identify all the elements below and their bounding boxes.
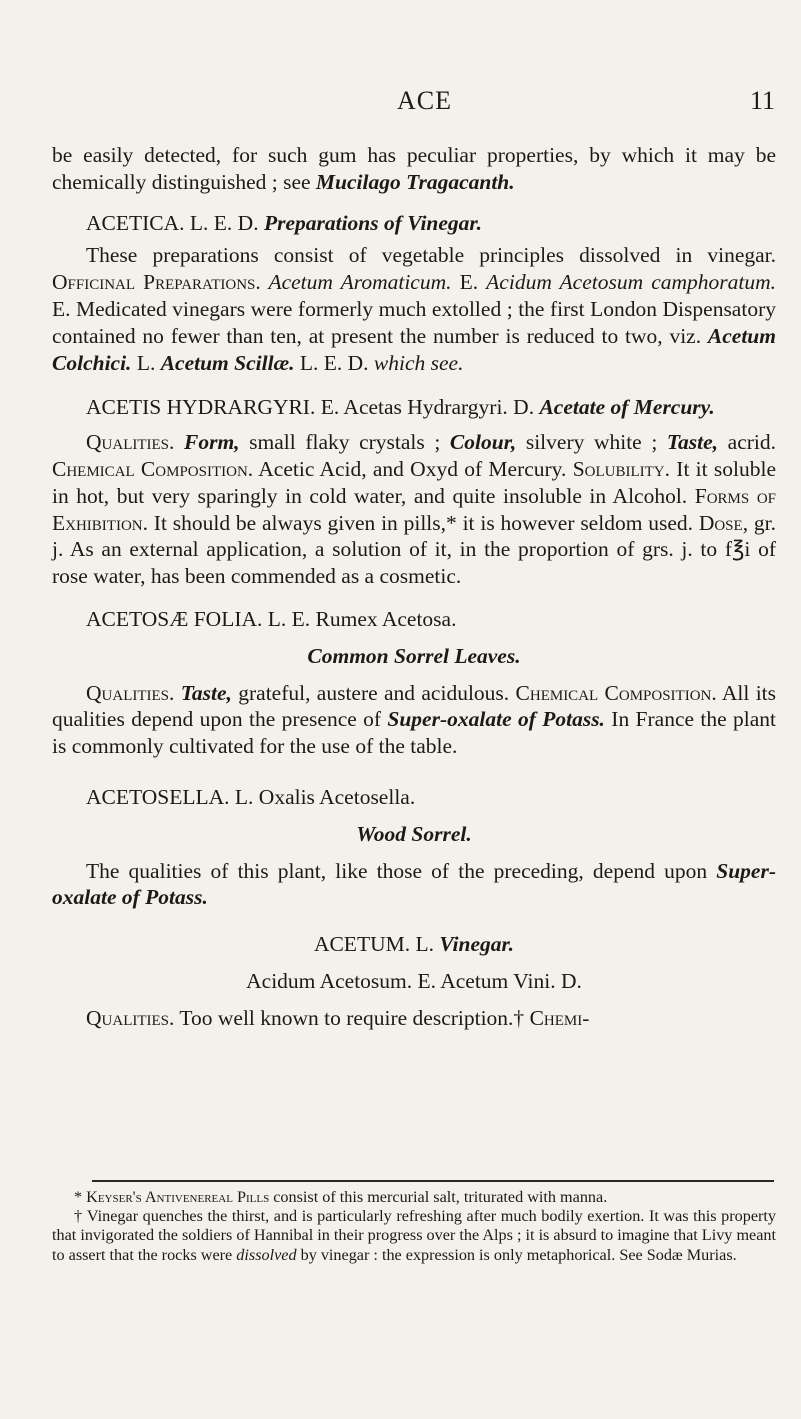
entry-heading-acetosella: ACETOSELLA. L. Oxalis Acetosella. — [86, 784, 416, 809]
page-number: 11 — [750, 86, 776, 115]
entry-subheading-acetum: Acidum Acetosum. E. Acetum Vini. D. — [246, 968, 582, 993]
footnote-1: * Keyser's Antivenereal Pills consist of this mercurial salt, triturated with manna. — [74, 1188, 608, 1206]
entry-body-acetosae: Qualities. Taste, grateful, austere and acidulous. Chemical Composition. All its qualities depend upon the presence of Super-oxalate of Potass. In France the plant is commonly cultivated for the use of the table. — [52, 680, 777, 759]
running-head — [0, 86, 801, 118]
entry-body-acetis: Qualities. Form, small flaky crystals ; Colour, silvery white ; Taste, acrid. Chemical Composition. Acetic Acid, and Oxyd of Mercury. Solubility. It it soluble in hot, but very sparingly in cold water, and quite insoluble in Alcohol. Forms of Exhibition. It should be always given in pills,* it is however seldom used. Dose, gr. j. As an external application, a solution of it, in the proportion of grs. j. to f℥i of rose water, has been commended as a cosmetic. — [52, 430, 777, 589]
entry-body-acetosella: The qualities of this plant, like those of the preceding, depend upon Super-oxalate of Potass. — [52, 858, 776, 910]
footnote-divider — [92, 1180, 774, 1182]
running-head-title: ACE — [397, 86, 452, 115]
footnotes — [52, 1188, 776, 1265]
entry-body-acetum: Qualities. Too well known to require description.† Chemi- — [86, 1005, 590, 1030]
paragraph-continuation: be easily detected, for such gum has peculiar properties, by which it may be chemically distinguished ; see Mucilago Tragacanth. — [52, 143, 776, 194]
entry-subheading-acetosae: Common Sorrel Leaves. — [307, 643, 521, 668]
entry-heading-acetum: ACETUM. L. Vinegar. — [313, 932, 515, 957]
footnote-2: † Vinegar quenches the thirst, and is particularly refreshing after much bodily exertion. It was this property that invigorated the soldiers of Hannibal in their progress over the Alps ; it is absurd to imagine that Livy meant to assert that the rocks were dissolved by vinegar : the expression is only metaphorical. See Sodæ Murias. — [52, 1207, 776, 1264]
entry-heading-acetosae: ACETOSÆ FOLIA. L. E. Rumex Acetosa. — [86, 606, 457, 631]
body-text — [52, 142, 776, 1032]
entry-heading-acetica: ACETICA. L. E. D. Preparations of Vinegar. — [86, 210, 482, 235]
entry-subheading-acetosella: Wood Sorrel. — [356, 821, 472, 846]
cross-reference: Mucilago Tragacanth. — [315, 169, 515, 194]
entry-body-acetica: These preparations consist of vegetable principles dissolved in vinegar. Officinal Preparations. Acetum Aromaticum. E. Acidum Acetosum camphoratum. E. Medicated vinegars were formerly much extolled ; the first London Dispensatory contained no fewer than ten, at present the number is reduced to two, viz. Acetum Colchici. L. Acetum Scillæ. L. E. D. which see. — [52, 243, 777, 375]
entry-heading-acetis: ACETIS HYDRARGYRI. E. Acetas Hydrargyri. D. Acetate of Mercury. — [86, 395, 715, 420]
